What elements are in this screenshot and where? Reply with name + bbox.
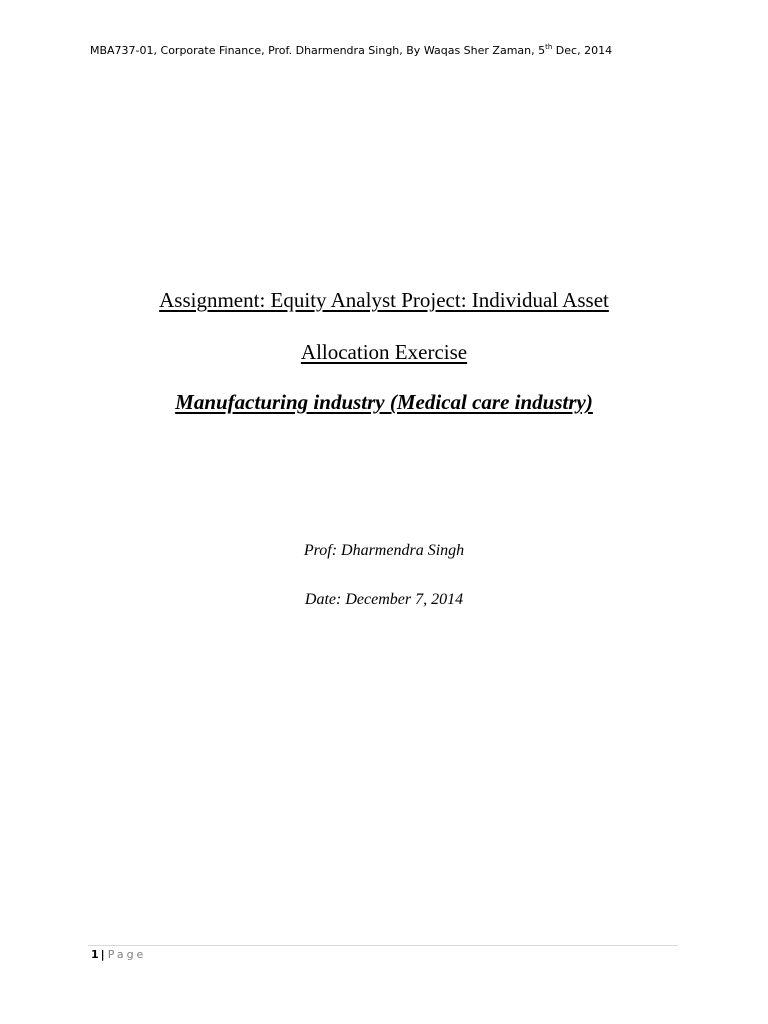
- page-label: Page: [107, 948, 147, 961]
- header-superscript: th: [545, 43, 553, 51]
- page-number: 1: [91, 948, 99, 961]
- page-footer: [91, 948, 146, 961]
- document-title-line-1: Assignment: Equity Analyst Project: Individual Asset: [159, 288, 609, 312]
- professor-name: Prof: Dharmendra Singh: [303, 542, 465, 559]
- footer-separator: |: [100, 948, 105, 961]
- footer-divider: [88, 945, 678, 946]
- document-subtitle: Manufacturing industry (Medical care industry): [175, 390, 593, 414]
- page-header: [90, 44, 612, 57]
- header-text-end: Dec, 2014: [552, 44, 613, 57]
- document-title-line-2: Allocation Exercise: [300, 340, 468, 364]
- document-date: Date: December 7, 2014: [304, 591, 464, 608]
- header-text: MBA737-01, Corporate Finance, Prof. Dharmendra Singh, By Waqas Sher Zaman, 5: [90, 44, 546, 57]
